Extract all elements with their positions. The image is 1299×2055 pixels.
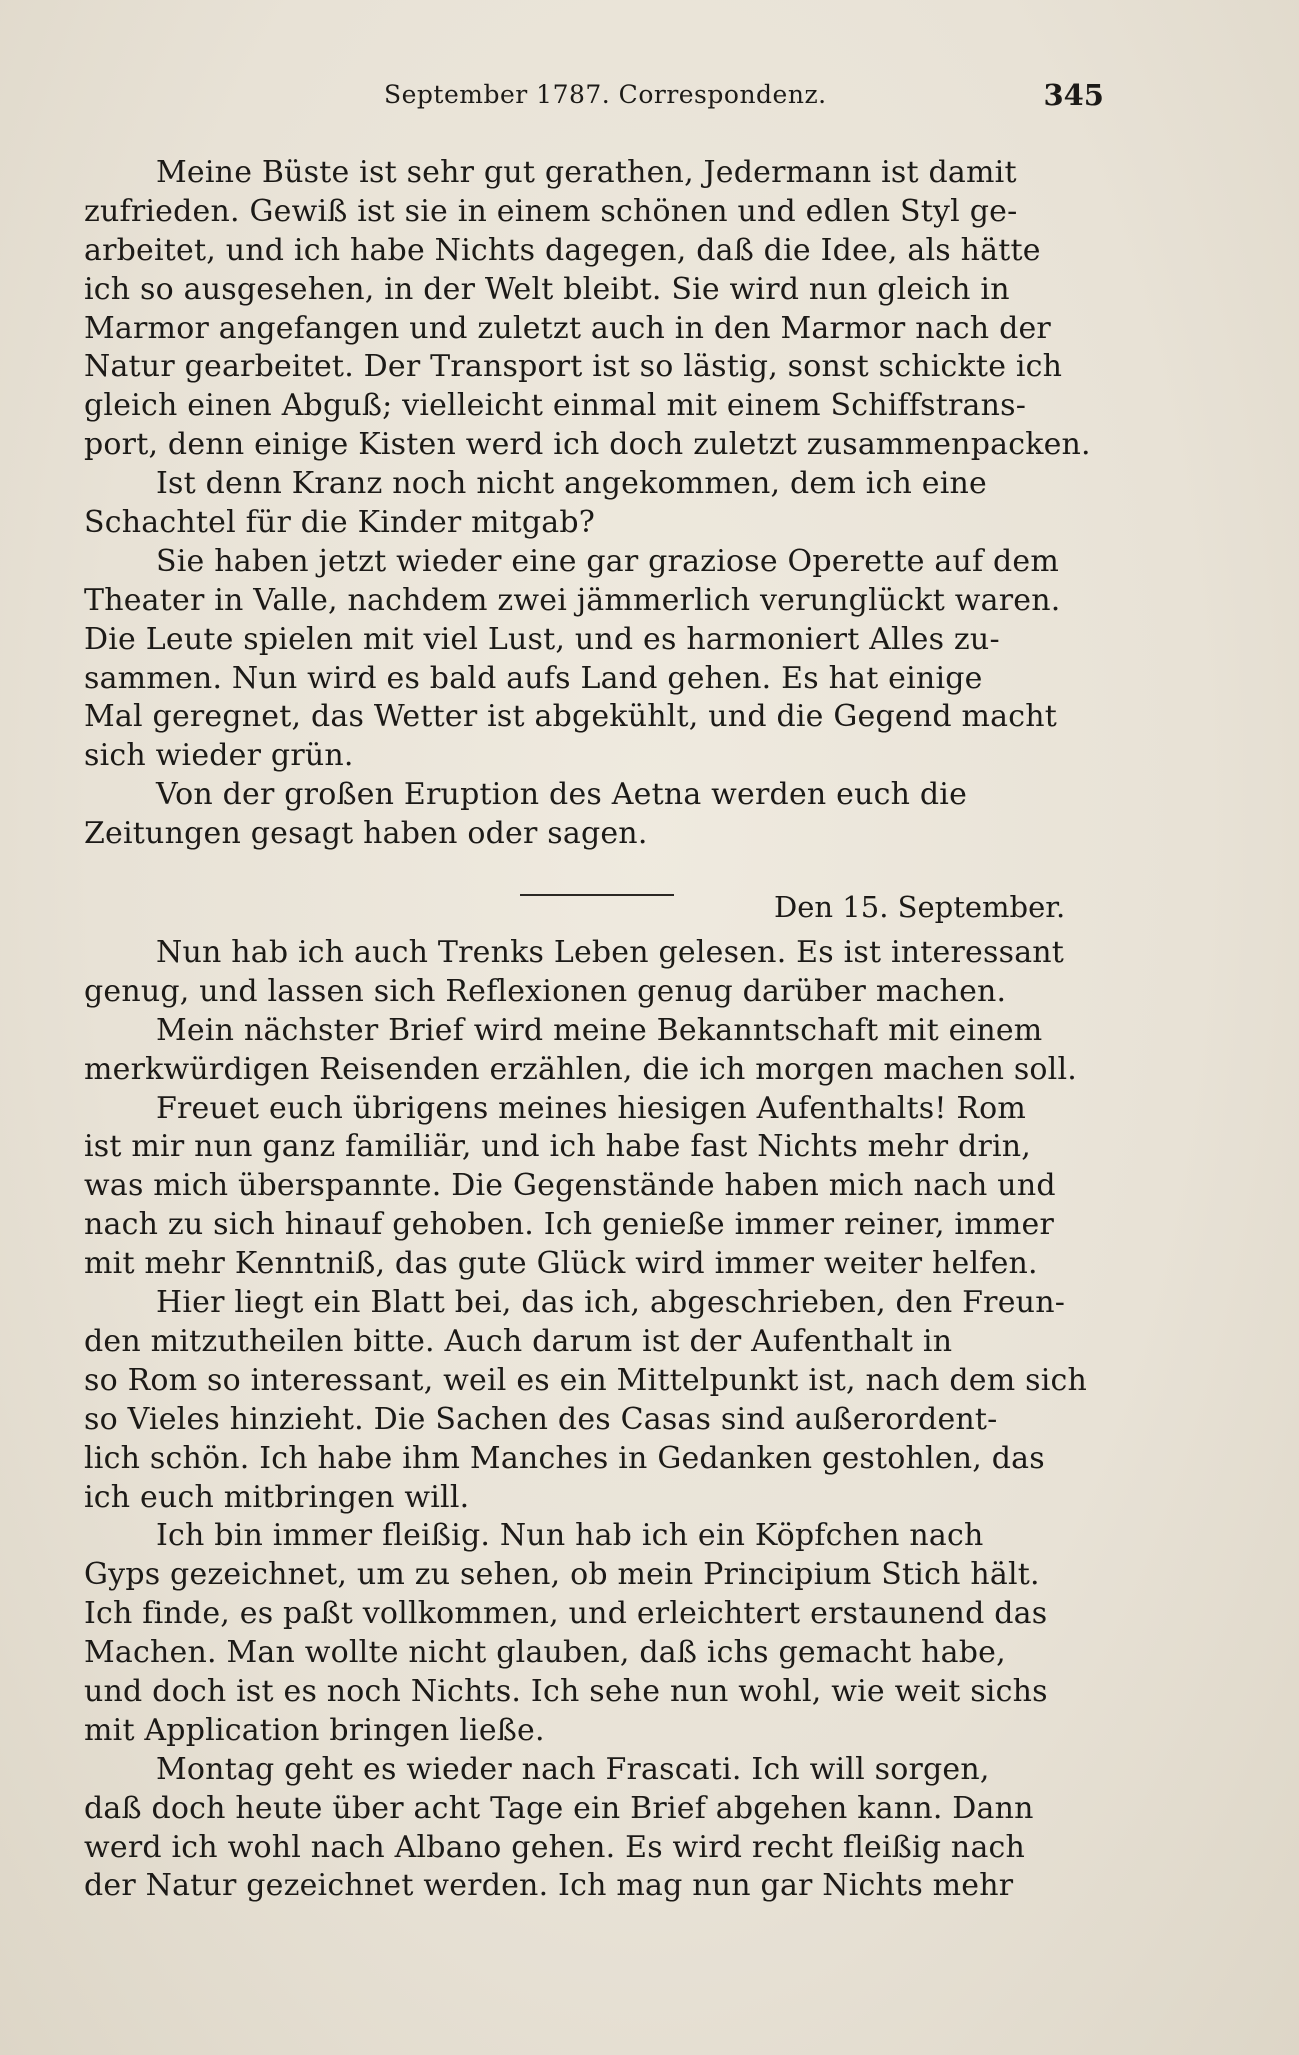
text-line: Meine Büste ist sehr gut gerathen, Jedermann ist damit	[156, 155, 1017, 190]
text-line: Von der großen Eruption des Aetna werden euch die	[156, 777, 968, 813]
text-line: Ich finde, es paßt vollkommen, und erleichtert erstaunend das	[84, 1596, 1048, 1632]
text-line: ist mir nun ganz familiär, und ich habe fast Nichts mehr drin,	[84, 1129, 1032, 1165]
text-line: gleich einen Abguß; vielleicht einmal mit einem Schiffstrans-	[84, 388, 1027, 424]
page-number: 345	[1043, 78, 1104, 112]
text-line: genug, und lassen sich Reflexionen genug darüber machen.	[84, 973, 1007, 1009]
text-line: Hier liegt ein Blatt bei, das ich, abgeschrieben, den Freun-	[156, 1285, 1066, 1321]
dateline-row	[84, 890, 1124, 930]
text-line: Montag geht es wieder nach Frascati. Ich will sorgen,	[156, 1751, 990, 1787]
text-line: lich schön. Ich habe ihm Manches in Gedanken gestohlen, das	[84, 1440, 1045, 1476]
text-line: Freuet euch übrigens meines hiesigen Aufenthalts! Rom	[156, 1090, 1027, 1126]
dateline: Den 15. September.	[774, 890, 1066, 925]
text-line: arbeitet, und ich habe Nichts dagegen, daß die Idee, als hätte	[84, 232, 1041, 268]
text-line: so Vieles hinzieht. Die Sachen des Casas sind außerordent-	[84, 1401, 998, 1437]
text-line: sammen. Nun wird es bald aufs Land gehen. Es hat einige	[84, 660, 983, 696]
text-line: der Natur gezeichnet werden. Ich mag nun gar Nichts mehr	[84, 1868, 1014, 1904]
text-line: Natur gearbeitet. Der Transport ist so lästig, sonst schickte ich	[84, 349, 1063, 385]
page-header	[84, 78, 1104, 118]
running-head: September 1787. Correspondenz.	[384, 80, 827, 109]
text-line: Zeitungen gesagt haben oder sagen.	[84, 816, 648, 852]
text-line: nach zu sich hinauf gehoben. Ich genieße immer reiner, immer	[84, 1207, 1055, 1243]
text-line: Schachtel für die Kinder mitgab?	[84, 505, 596, 541]
text-line: mit Application bringen ließe.	[84, 1712, 545, 1748]
text-line: daß doch heute über acht Tage ein Brief abgehen kann. Dann	[84, 1790, 1034, 1826]
text-line: Machen. Man wollte nicht glauben, daß ichs gemacht habe,	[84, 1635, 1006, 1671]
text-line: Ist denn Kranz noch nicht angekommen, dem ich eine	[156, 466, 988, 502]
text-line: ich so ausgesehen, in der Welt bleibt. Sie wird nun gleich in	[84, 271, 1010, 307]
text-line: Nun hab ich auch Trenks Leben gelesen. Es ist interessant	[156, 935, 1065, 971]
text-line: mit mehr Kenntniß, das gute Glück wird immer weiter helfen.	[84, 1246, 1038, 1282]
text-line: Gyps gezeichnet, um zu sehen, ob mein Principium Stich hält.	[84, 1557, 1040, 1593]
text-line: port, denn einige Kisten werd ich doch zuletzt zusammenpacken.	[84, 427, 1091, 463]
text-line: Sie haben jetzt wieder eine gar graziose Operette auf dem	[156, 543, 1060, 579]
text-line: Mein nächster Brief wird meine Bekanntschaft mit einem	[156, 1012, 1043, 1048]
text-line: zufrieden. Gewiß ist sie in einem schönen und edlen Styl ge-	[84, 193, 1018, 229]
text-line: merkwürdigen Reisenden erzählen, die ich morgen machen soll.	[84, 1051, 1078, 1087]
text-line: den mitzutheilen bitte. Auch darum ist der Aufenthalt in	[84, 1323, 953, 1359]
text-line: werd ich wohl nach Albano gehen. Es wird recht fleißig nach	[84, 1829, 1026, 1865]
text-line: und doch ist es noch Nichts. Ich sehe nun wohl, wie weit sichs	[84, 1673, 1048, 1709]
text-line: Die Leute spielen mit viel Lust, und es harmoniert Alles zu-	[84, 621, 1000, 657]
text-line: sich wieder grün.	[84, 738, 354, 774]
text-line: Ich bin immer fleißig. Nun hab ich ein Köpfchen nach	[156, 1518, 984, 1554]
section-divider-rule	[520, 894, 674, 896]
text-block-part2	[84, 934, 1124, 1906]
body-text	[84, 154, 1124, 1906]
text-line: was mich überspannte. Die Gegenstände haben mich nach und	[84, 1168, 1056, 1204]
text-line: so Rom so interessant, weil es ein Mittelpunkt ist, nach dem sich	[84, 1362, 1088, 1398]
text-line: Theater in Valle, nachdem zwei jämmerlich verunglückt waren.	[84, 582, 1061, 618]
text-block-part1	[84, 154, 1124, 854]
text-line: Mal geregnet, das Wetter ist abgekühlt, und die Gegend macht	[84, 699, 1057, 735]
section-spacer	[84, 854, 1124, 890]
text-line: Marmor angefangen und zuletzt auch in den Marmor nach der	[84, 310, 1051, 346]
text-line: ich euch mitbringen will.	[84, 1479, 470, 1515]
